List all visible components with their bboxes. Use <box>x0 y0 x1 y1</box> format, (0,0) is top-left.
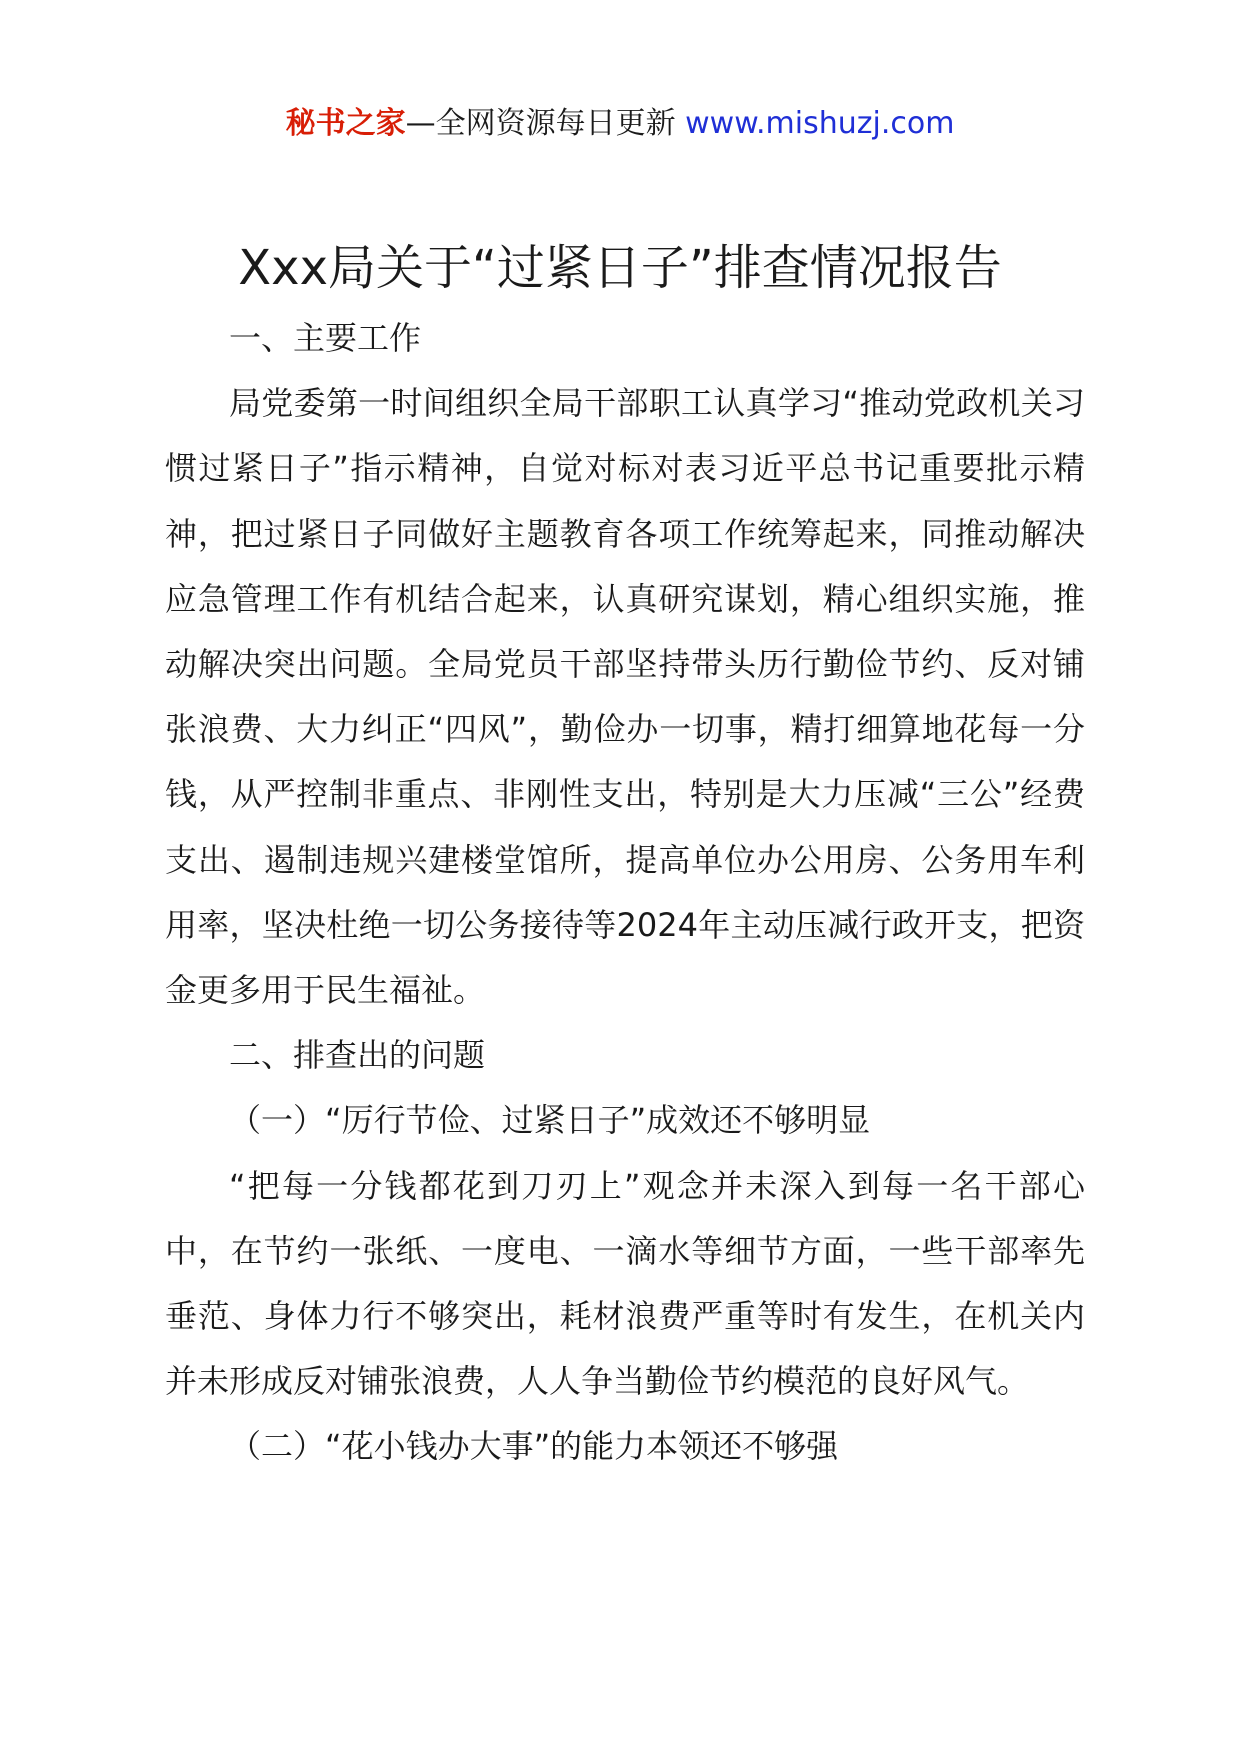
document-body <box>165 306 1085 1480</box>
subsection-2-heading: （二）“花小钱办大事”的能力本领还不够强 <box>229 1427 839 1466</box>
document-title: Xxx局关于“过紧日子”排查情况报告 <box>238 240 1002 296</box>
section-1-heading: 一、主要工作 <box>229 319 422 357</box>
subsection-1-heading: （一）“厉行节俭、过紧日子”成效还不够明显 <box>229 1101 871 1140</box>
site-url-link[interactable]: www.mishuzj.com <box>685 106 955 141</box>
site-header <box>0 102 1240 146</box>
brand-name: 秘书之家 <box>285 106 406 141</box>
subsection-1-paragraph: “把每一分钱都花到刀刃上”观念并未深入到每一名干部心中，在节约一张纸、一度电、一滴水等细节方面，一些干部率先垂范、身体力行不够突出，耗材浪费严重等时有发生，在机关内并未形成反对铺张浪费，人人争当勤俭节约模范的良好风气。 <box>165 1166 1085 1401</box>
section-1-paragraph: 局党委第一时间组织全局干部职工认真学习“推动党政机关习惯过紧日子”指示精神，自觉对标对表习近平总书记重要批示精神，把过紧日子同做好主题教育各项工作统筹起来，同推动解决应急管理工作有机结合起来，认真研究谋划，精心组织实施，推动解决突出问题。全局党员干部坚持带头历行勤俭节约、反对铺张浪费、大力纠正“四风”，勤俭办一切事，精打细算地花每一分钱，从严控制非重点、非刚性支出，特别是大力压减“三公”经费支出、遏制违规兴建楼堂馆所，提高单位办公用房、公务用车利用率，坚决杜绝一切公务接待等2024年主动压减行政开支，把资金更多用于民生福祉。 <box>165 384 1085 1010</box>
header-tagline: —全网资源每日更新 <box>405 106 676 141</box>
section-2-heading: 二、排查出的问题 <box>229 1036 486 1075</box>
